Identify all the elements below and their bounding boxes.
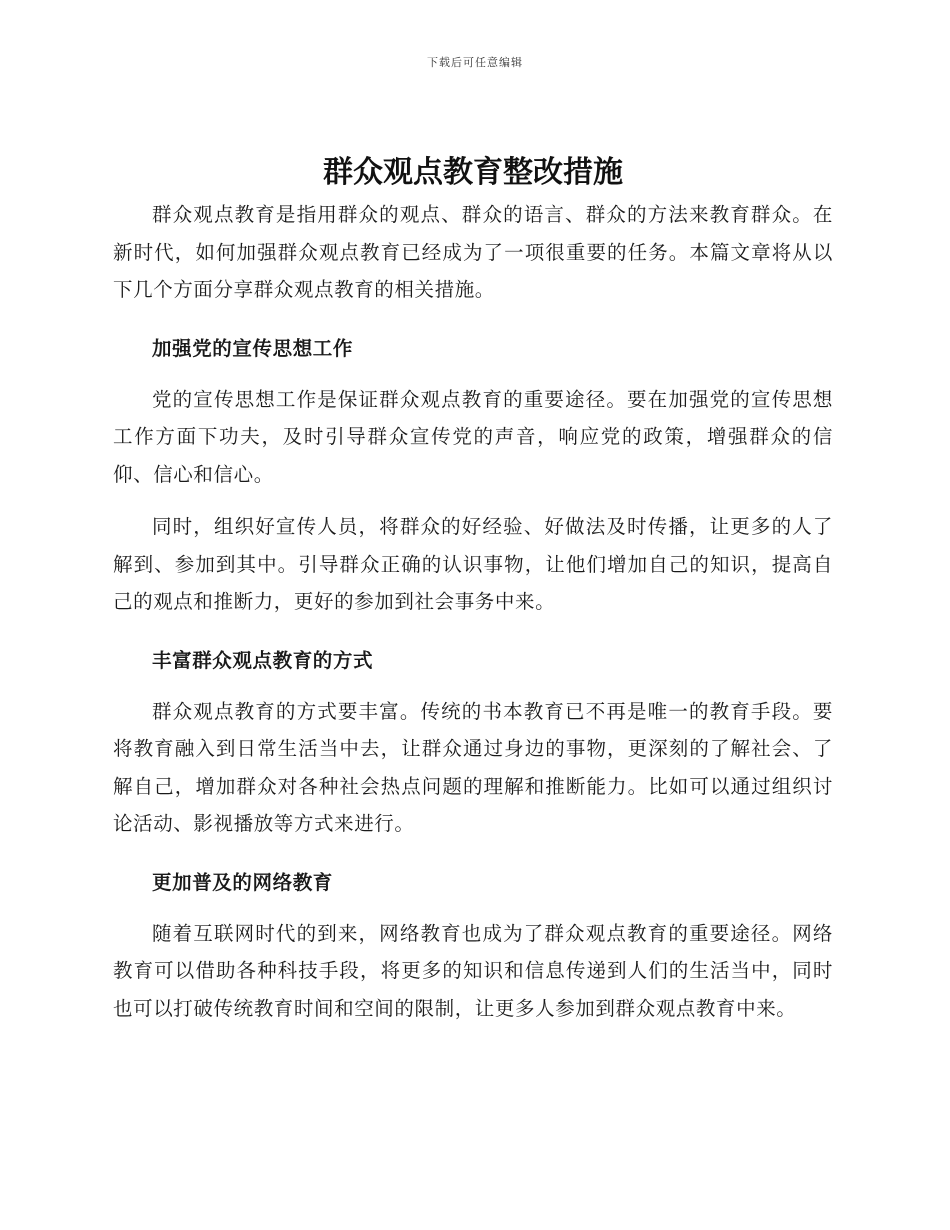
- section-heading-education-methods: 丰富群众观点教育的方式: [152, 648, 374, 672]
- page-header: 下载后可任意编辑: [427, 56, 523, 69]
- section-1-paragraph-2: 同时，组织好宣传人员，将群众的好经验、好做法及时传播，让更多的人了解到、参加到其中。引导群众正确的认识事物，让他们增加自己的知识，提高自己的观点和推断力，更好的参加到社会事务中来。: [113, 515, 833, 613]
- document-body: [113, 150, 833, 1027]
- section-1-paragraph-1: 党的宣传思想工作是保证群众观点教育的重要途径。要在加强党的宣传思想工作方面下功夫，及时引导群众宣传党的声音，响应党的政策，增强群众的信仰、信心和信心。: [113, 387, 833, 486]
- intro-paragraph: 群众观点教育是指用群众的观点、群众的语言、群众的方法来教育群众。在新时代，如何加强群众观点教育已经成为了一项很重要的任务。本篇文章将从以下几个方面分享群众观点教育的相关措施。: [113, 203, 833, 301]
- document-title: 群众观点教育整改措施: [323, 155, 623, 190]
- section-3-paragraph-1: 随着互联网时代的到来，网络教育也成为了群众观点教育的重要途径。网络教育可以借助各种科技手段，将更多的知识和信息传递到人们的生活当中，同时也可以打破传统教育时间和空间的限制，让更多人参加到群众观点教育中来。: [113, 921, 833, 1020]
- section-heading-online-education: 更加普及的网络教育: [152, 870, 333, 894]
- section-2-paragraph-1: 群众观点教育的方式要丰富。传统的书本教育已不再是唯一的教育手段。要将教育融入到日常生活当中去，让群众通过身边的事物，更深刻的了解社会、了解自己，增加群众对各种社会热点问题的理解和推断能力。比如可以通过组织讨论活动、影视播放等方式来进行。: [113, 699, 833, 835]
- section-heading-party-propaganda: 加强党的宣传思想工作: [152, 336, 354, 360]
